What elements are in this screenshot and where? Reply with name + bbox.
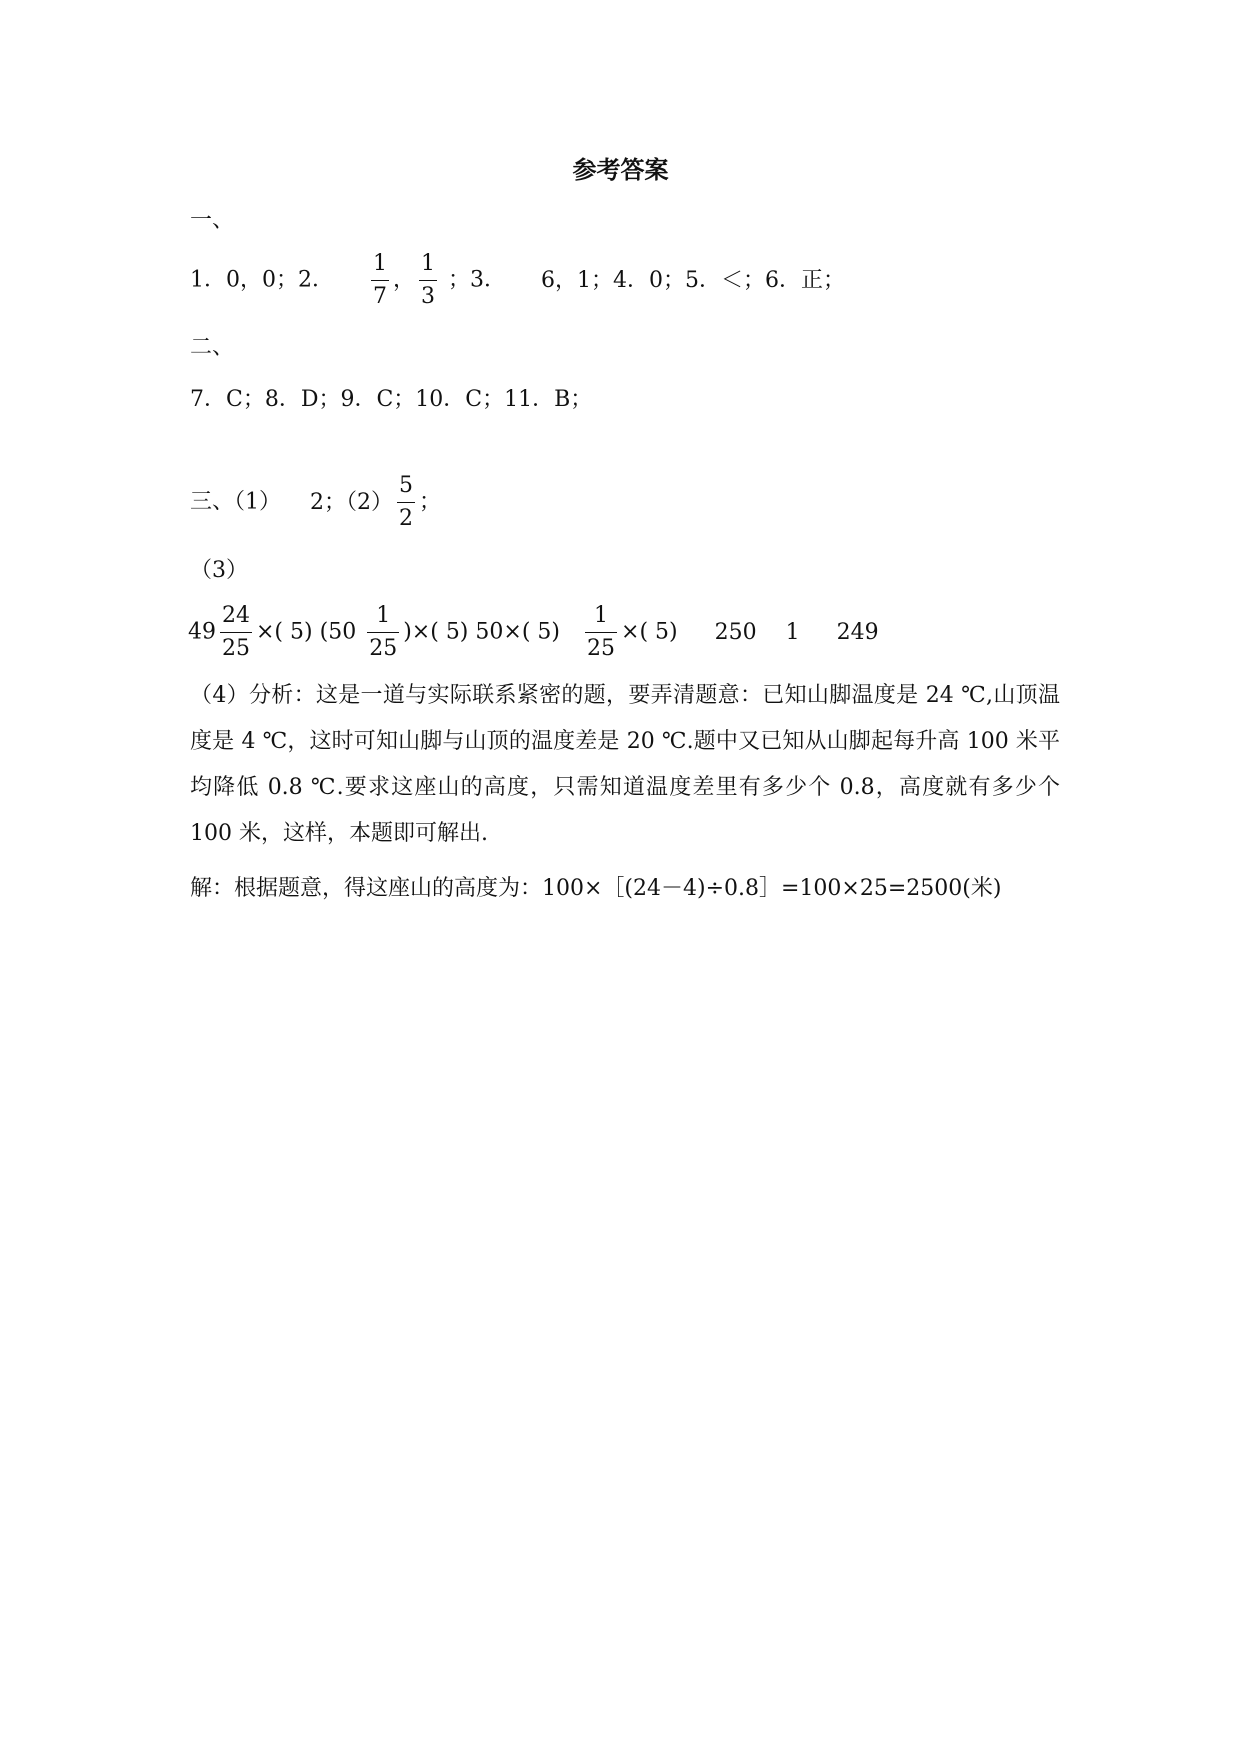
q4-analysis: （4）分析：这是一道与实际联系紧密的题，要弄清题意：已知山脚温度是 24 ℃,山顶温度是 4 ℃，这时可知山脚与山顶的温度差是 20 ℃.题中又已知从山脚起每升高 100 米平均降低 0.8 ℃.要求这座山的高度，只需知道温度差里有多少个 0.8，高度就有多少个 100 米，这样，本题即可解出. [190, 683, 1060, 846]
section1-heading: 一、 [190, 208, 235, 233]
section2-answers: 7．C；8．D；9．C；10．C；11．B； [190, 387, 593, 412]
fraction-numerator: 24 [220, 600, 252, 633]
section1-answers [190, 248, 845, 313]
expr-part: 49 [188, 619, 216, 645]
expr-part: ×( [621, 619, 649, 645]
page-title: 参考答案 [572, 156, 669, 184]
section3-intro: 三、（1） [190, 489, 281, 515]
expr-part: (50 [319, 619, 357, 645]
section1-text-a: 1．0，0；2． [190, 267, 334, 293]
expr-part: 5) [655, 619, 678, 645]
fraction-numerator: 1 [367, 600, 399, 633]
section1-text-c: 6，1；4．0；5．＜；6．正； [541, 267, 845, 293]
expr-part: 5) [445, 619, 469, 645]
q3-expression [188, 600, 879, 665]
fraction-denominator: 25 [222, 636, 250, 661]
q3-label: （3） [190, 558, 248, 583]
section3-a1: 2；（2） [310, 489, 393, 515]
fraction-1-25-b [585, 600, 617, 665]
fraction-numerator: 1 [371, 248, 389, 281]
expr-part: 5) [537, 619, 561, 645]
fraction-denominator: 2 [399, 506, 413, 531]
fraction-denominator: 25 [369, 636, 398, 661]
fraction-numerator: 1 [585, 600, 617, 633]
expr-part: 250 [714, 619, 757, 645]
fraction-1-3 [419, 248, 437, 313]
fraction-5-2 [397, 470, 415, 535]
section3-answers [190, 470, 441, 535]
fraction-denominator: 25 [587, 636, 616, 661]
fraction-1-7 [371, 248, 389, 313]
fraction-numerator: 5 [397, 470, 415, 503]
expr-part: 1 [785, 619, 800, 645]
expr-part: 5) [290, 619, 313, 645]
q4-solution: 解：根据题意，得这座山的高度为：100×［(24－4)÷0.8］=100×25=2500(米) [190, 876, 1002, 901]
expr-part: ×( [256, 619, 284, 645]
fraction-24-25 [220, 600, 252, 665]
expr-part: )×( [403, 619, 439, 645]
semicolon: ； [419, 489, 442, 515]
expr-part: 50×( [475, 619, 531, 645]
fraction-denominator: 7 [373, 284, 387, 309]
fraction-1-25-a [367, 600, 399, 665]
expr-part: 249 [836, 619, 879, 645]
fraction-denominator: 3 [421, 284, 436, 309]
comma: ， [393, 267, 416, 293]
section1-text-b: ；3． [448, 267, 507, 293]
section2-heading: 二、 [190, 335, 235, 360]
fraction-numerator: 1 [419, 248, 437, 281]
